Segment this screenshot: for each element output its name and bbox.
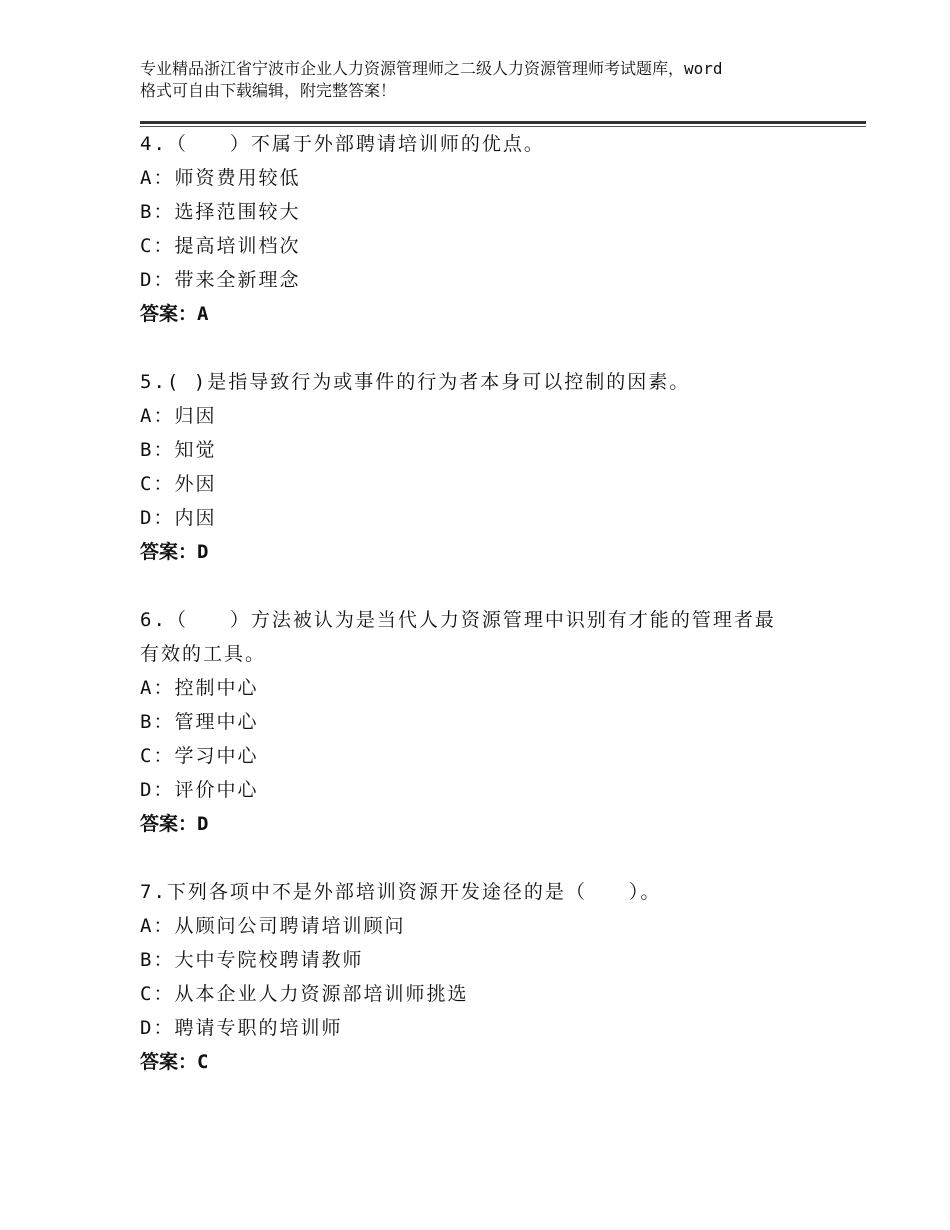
answer-label: 答案： xyxy=(140,813,198,835)
question-stem: 6.（ ）方法被认为是当代人力资源管理中识别有才能的管理者最 xyxy=(140,609,776,631)
answer-value: C xyxy=(197,1051,209,1073)
question-option: D：评价中心 xyxy=(140,779,259,801)
answer-value: D xyxy=(197,541,209,563)
question-answer xyxy=(140,1045,866,1079)
question-option: B：知觉 xyxy=(140,439,217,461)
question-option: C：学习中心 xyxy=(140,745,259,767)
answer-label: 答案： xyxy=(140,541,198,563)
question-option: A：师资费用较低 xyxy=(140,167,301,189)
question-option: B：管理中心 xyxy=(140,711,259,733)
question-option: B：选择范围较大 xyxy=(140,201,301,223)
question-option: D：内因 xyxy=(140,507,217,529)
question-option: B：大中专院校聘请教师 xyxy=(140,949,364,971)
question-item xyxy=(140,603,866,841)
answer-label: 答案： xyxy=(140,1051,198,1073)
question-answer xyxy=(140,807,866,841)
document-header xyxy=(140,58,840,102)
question-stem: 5.( )是指导致行为或事件的行为者本身可以控制的因素。 xyxy=(140,371,691,393)
question-item xyxy=(140,127,866,331)
question-stem: 4.（ ）不属于外部聘请培训师的优点。 xyxy=(140,133,545,155)
question-option: C：提高培训档次 xyxy=(140,235,301,257)
question-option: D：聘请专职的培训师 xyxy=(140,1017,343,1039)
question-option: A：归因 xyxy=(140,405,217,427)
answer-label: 答案： xyxy=(140,303,198,325)
question-option: A：从顾问公司聘请培训顾问 xyxy=(140,915,406,937)
question-stem-continued: 有效的工具。 xyxy=(140,643,267,665)
question-answer xyxy=(140,535,866,569)
question-list xyxy=(140,127,866,1079)
question-option: D：带来全新理念 xyxy=(140,269,301,291)
question-option: C：从本企业人力资源部培训师挑选 xyxy=(140,983,469,1005)
question-item xyxy=(140,365,866,569)
question-stem: 7.下列各项中不是外部培训资源开发途径的是（ ）。 xyxy=(140,881,662,903)
question-option: A：控制中心 xyxy=(140,677,259,699)
header-line-2: 格式可自由下载编辑，附完整答案！ xyxy=(140,81,397,100)
question-item xyxy=(140,875,866,1079)
answer-value: A xyxy=(197,303,209,325)
question-option: C：外因 xyxy=(140,473,217,495)
header-line-1: 专业精品浙江省宁波市企业人力资源管理师之二级人力资源管理师考试题库，word xyxy=(140,59,723,78)
header-divider-thick xyxy=(140,121,866,124)
question-answer xyxy=(140,297,866,331)
answer-value: D xyxy=(197,813,209,835)
